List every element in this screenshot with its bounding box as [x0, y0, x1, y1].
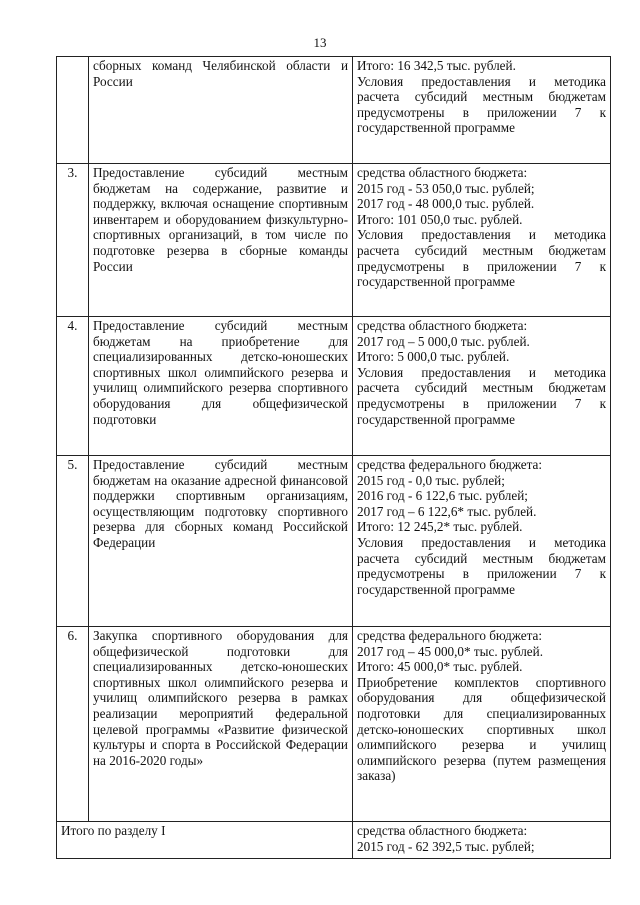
- funding-cell: [353, 456, 611, 627]
- activity-cell: сборных команд Челябинской области и России: [89, 57, 353, 164]
- funding-line: 2015 год - 53 050,0 тыс. рублей;: [357, 180, 535, 196]
- funding-cell: [353, 164, 611, 317]
- row-number: [57, 57, 89, 164]
- funding-line: средства областного бюджета:: [357, 823, 528, 838]
- funding-line: Итого: 101 050,0 тыс. рублей.: [357, 211, 523, 227]
- funding-note: Условия предоставления и методика расчета субсидий местным бюджетам предусмотрены в приложении 7 к государственной программе: [357, 534, 606, 597]
- funding-line: Итого: 45 000,0* тыс. рублей.: [357, 659, 523, 675]
- total-label: Итого по разделу I: [57, 822, 353, 859]
- funding-cell: [353, 627, 611, 822]
- funding-cell: [353, 822, 611, 859]
- table-row: [57, 456, 611, 627]
- funding-note: Условия предоставления и методика расчета субсидий местным бюджетам предусмотрены в приложении 7 к государственной программе: [357, 227, 606, 290]
- activity-cell: Закупка спортивного оборудования для общефизической подготовки для специализированных детско-юношеских спортивных школ олимпийского резерва и училищ олимпийского резерва в рамках реализации мероприятий федеральной целевой программы «Развитие физической культуры и спорта в Российской Федерации на 2016-2020 годы»: [89, 627, 353, 822]
- funding-line: 2015 год - 0,0 тыс. рублей;: [357, 472, 505, 488]
- table-row: [57, 317, 611, 456]
- table-row: [57, 57, 611, 164]
- row-number: 6.: [57, 627, 89, 822]
- funding-line: 2017 год – 5 000,0 тыс. рублей.: [357, 333, 530, 349]
- funding-line: 2017 год – 6 122,6* тыс. рублей.: [357, 503, 537, 519]
- funding-line: 2017 год – 45 000,0* тыс. рублей.: [357, 643, 543, 659]
- funding-note: Условия предоставления и методика расчета субсидий местным бюджетам предусмотрены в приложении 7 к государственной программе: [357, 73, 606, 136]
- funding-line: средства областного бюджета:: [357, 318, 528, 333]
- funding-line: 2016 год - 6 122,6 тыс. рублей;: [357, 488, 528, 504]
- funding-line: 2015 год - 62 392,5 тыс. рублей;: [357, 838, 535, 854]
- table-row: [57, 164, 611, 317]
- funding-line: средства федерального бюджета:: [357, 628, 543, 643]
- activity-cell: Предоставление субсидий местным бюджетам на оказание адресной финансовой поддержки спортивным организациям, осуществляющим подготовку спортивного резерва для сборных команд Российской Федерации: [89, 456, 353, 627]
- funding-note: Условия предоставления и методика расчета субсидий местным бюджетам предусмотрены в приложении 7 к государственной программе: [357, 364, 606, 427]
- funding-cell: [353, 57, 611, 164]
- program-activities-table: [56, 56, 611, 859]
- activity-cell: Предоставление субсидий местным бюджетам на приобретение для специализированных детско-юношеских спортивных школ олимпийского резерва и училищ олимпийского резерва спортивного оборудования для общефизической подготовки: [89, 317, 353, 456]
- activity-cell: Предоставление субсидий местным бюджетам на содержание, развитие и поддержку, включая оснащение спортивным инвентарем и оборудованием физкультурно-спортивных организаций, в том числе по подготовке резерва в сборные команды России: [89, 164, 353, 317]
- funding-line: Итого: 5 000,0 тыс. рублей.: [357, 349, 510, 365]
- funding-line: Итого: 16 342,5 тыс. рублей.: [357, 58, 516, 73]
- funding-line: 2017 год - 48 000,0 тыс. рублей.: [357, 196, 535, 212]
- funding-line: Итого: 12 245,2* тыс. рублей.: [357, 519, 523, 535]
- row-number: 3.: [57, 164, 89, 317]
- funding-cell: [353, 317, 611, 456]
- row-number: 5.: [57, 456, 89, 627]
- page-number: 13: [313, 35, 327, 50]
- row-number: 4.: [57, 317, 89, 456]
- table-row: [57, 627, 611, 822]
- funding-line: средства областного бюджета:: [357, 165, 528, 180]
- total-row: [57, 822, 611, 859]
- funding-line: средства федерального бюджета:: [357, 457, 543, 472]
- funding-note: Приобретение комплектов спортивного оборудования для общефизической подготовки для специализированных детско-юношеских спортивных школ олимпийского резерва и училищ олимпийского резерва (путем размещения заказа): [357, 674, 606, 784]
